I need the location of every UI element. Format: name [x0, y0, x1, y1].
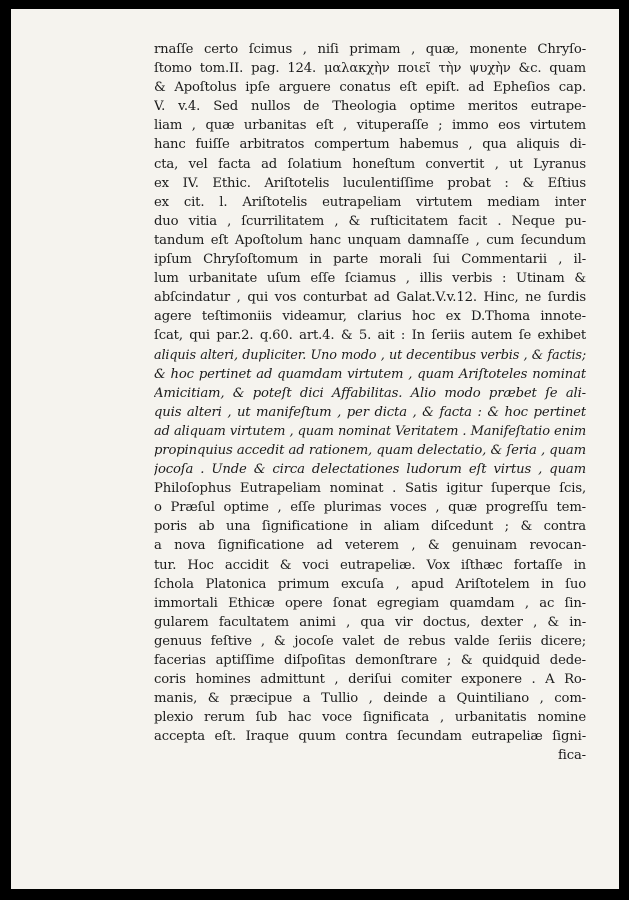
text-line-21: ad aliquam virtutem , quam nominat Veritatem . Manifeſtatio enim: [154, 423, 586, 439]
text-line-16: ſcat, qui par.2. q.60. art.4. & 5. ait : In ſeriis autem ſe exhibet: [154, 328, 586, 344]
text-line-28: tur. Hoc accidit & voci eutrapeliæ. Vox iſthæc fortaſſe in: [154, 557, 586, 573]
text-line-34: coris homines admittunt , deriſui comiter exponere . A Ro-: [154, 672, 586, 688]
text-line-6: hanc fuiſſe arbitratos compertum habemus , qua aliquis di-: [154, 137, 586, 153]
text-line-17: aliquis alteri, dupliciter. Uno modo , ut decentibus verbis , & factis;: [154, 347, 586, 363]
text-line-23: jocoſa . Unde & circa delectationes ludorum eſt virtus , quam: [154, 462, 586, 478]
text-line-27: a nova ſignificatione ad veterem , & genuinam revocan-: [154, 538, 586, 554]
text-line-4: V. v.4. Sed nullos de Theologia optime meritos eutrape-: [154, 99, 586, 115]
text-line-14: abſcindatur , qui vos conturbat ad Galat.V.v.12. Hinc, ne ſurdis: [154, 290, 586, 306]
text-line-33: facerias aptiſſime diſpoſitas demonſtrare ; & quidquid dede-: [154, 653, 586, 668]
text-line-2: ſtomo tom.II. pag. 124. μαλακχὴν ποιεῖ τὴν ψυχὴν &c. quam: [154, 61, 586, 77]
text-line-8: ex IV. Ethic. Ariſtotelis luculentiſſime probat : & Eſtius: [154, 175, 586, 191]
text-line-18: & hoc pertinet ad quamdam virtutem , quam Ariſtoteles nominat: [154, 366, 586, 382]
text-line-15: agere teſtimoniis videamur, clarius hoc ex D.Thoma innote-: [154, 309, 586, 325]
catchword: fica-: [557, 748, 586, 764]
text-line-7: cta, vel facta ad ſolatium honeſtum convertit , ut Lyranus: [154, 156, 586, 172]
text-line-1: rnaſſe certo ſcimus , niſi primam , quæ, monente Chryſo-: [154, 42, 586, 57]
text-line-20: quis alteri , ut manifeſtum , per dicta , & facta : & hoc pertinet: [154, 404, 586, 420]
text-line-5: liam , quæ urbanitas eſt , vituperaſſe ; immo eos virtutem: [154, 118, 586, 134]
text-line-32: genuus feſtive , & jocoſe valet de rebus valde ſeriis dicere;: [154, 633, 586, 649]
text-line-36: plexio rerum ſub hac voce ſignificata , urbanitatis nomine: [154, 710, 586, 726]
text-line-22: propinquius accedit ad rationem, quam delectatio, & ſeria , quam: [154, 442, 586, 458]
text-line-19: Amicitiam, & poteſt dici Affabilitas. Alio modo præbet ſe ali-: [154, 385, 586, 401]
text-line-25: o Præſul optime , eſſe plurimas voces , quæ progreſſu tem-: [154, 500, 586, 516]
text-line-29: ſchola Platonica primum excuſa , apud Ariſtotelem in ſuo: [154, 576, 586, 592]
text-line-12: ipſum Chryſoſtomum in parte morali ſui Commentarii , il-: [154, 252, 586, 268]
text-line-3: & Apoſtolus ipſe arguere conatus eſt epiſt. ad Epheſios cap.: [154, 80, 586, 96]
text-line-24: Philoſophus Eutrapeliam nominat . Satis igitur ſuperque ſcis,: [154, 481, 586, 497]
body-text: [154, 40, 586, 766]
text-line-9: ex cit. l. Ariſtotelis eutrapeliam virtutem mediam inter: [154, 194, 586, 210]
text-line-26: poris ab una ſignificatione in aliam diſcedunt ; & contra: [154, 519, 586, 535]
text-line-31: gularem facultatem animi , qua vir doctus, dexter , & in-: [154, 614, 586, 630]
text-line-30: immortali Ethicæ opere ſonat egregiam quamdam , ac ſin-: [154, 595, 586, 611]
text-line-10: duo vitia , ſcurrilitatem , & ruſticitatem facit . Neque pu-: [154, 213, 586, 229]
text-line-35: manis, & præcipue a Tullio , deinde a Quintiliano , com-: [154, 691, 586, 707]
text-line-13: lum urbanitate uſum eſſe ſciamus , illis verbis : Utinam &: [154, 271, 586, 287]
text-line-37: accepta eſt. Iraque quum contra ſecundam eutrapeliæ ſigni-: [154, 729, 586, 745]
text-line-11: tandum eſt Apoſtolum hanc unquam damnaſſe , cum ſecundum: [154, 232, 586, 248]
book-page: [11, 9, 619, 889]
